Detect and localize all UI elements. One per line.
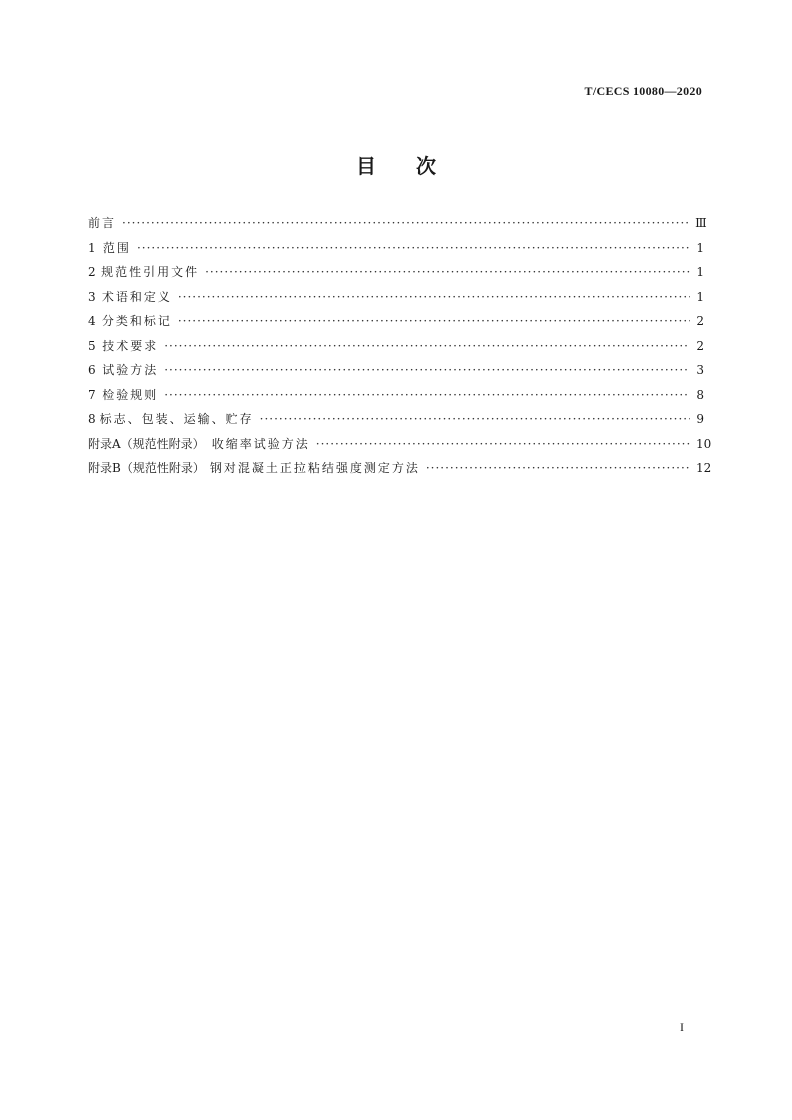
toc-leader-dots	[178, 314, 690, 328]
table-of-contents	[88, 214, 712, 484]
toc-entry-page: 1	[696, 289, 704, 304]
toc-entry-inspection-rules[interactable]	[88, 386, 704, 411]
toc-leader-dots	[164, 339, 690, 353]
page-title: 目次	[356, 154, 476, 178]
toc-entry-requirements[interactable]	[88, 337, 704, 362]
toc-entry-page: 3	[696, 363, 704, 377]
toc-entry-appendix-prefix: 附录A（规范性附录）	[88, 436, 205, 451]
toc-entry-page: 12	[696, 461, 712, 475]
toc-leader-dots	[260, 412, 690, 426]
toc-entry-number: 5	[88, 338, 96, 353]
toc-leader-dots	[426, 461, 690, 475]
toc-entry-number: 7	[88, 387, 96, 402]
page-number: I	[680, 1020, 684, 1034]
toc-entry-number: 4	[88, 314, 96, 328]
toc-entry-label: 分类和标记	[101, 314, 172, 328]
toc-entry-label: 范围	[102, 240, 131, 255]
document-code: T/CECS 10080—2020	[584, 84, 702, 98]
toc-entry-label: 收缩率试验方法	[211, 436, 310, 451]
toc-leader-dots	[164, 388, 690, 402]
toc-entry-foreword[interactable]	[88, 214, 707, 239]
toc-entry-number: 6	[88, 363, 96, 377]
toc-entry-label: 检验规则	[102, 387, 159, 402]
toc-entry-number: 2	[88, 265, 96, 279]
toc-entry-label: 规范性引用文件	[101, 265, 200, 279]
toc-entry-page: 10	[696, 436, 712, 451]
toc-leader-dots	[122, 216, 689, 230]
toc-entry-page: Ⅲ	[695, 216, 707, 230]
toc-entry-label: 试验方法	[102, 363, 159, 377]
toc-entry-label: 技术要求	[102, 338, 159, 353]
toc-entry-label: 前言	[88, 216, 117, 230]
toc-entry-number: 1	[88, 240, 96, 255]
toc-leader-dots	[137, 241, 690, 255]
toc-leader-dots	[316, 437, 690, 451]
toc-entry-number: 3	[88, 289, 96, 304]
toc-entry-page: 2	[696, 314, 704, 328]
toc-leader-dots	[178, 290, 690, 304]
toc-entry-label: 钢对混凝土正拉粘结强度测定方法	[209, 461, 420, 475]
toc-entry-label: 术语和定义	[101, 289, 172, 304]
toc-entry-page: 1	[696, 265, 704, 279]
toc-entry-scope[interactable]	[88, 239, 704, 264]
toc-entry-label: 标志、包装、运输、贮存	[99, 412, 254, 426]
toc-entry-page: 8	[696, 387, 704, 402]
toc-entry-appendix-b[interactable]	[88, 459, 712, 484]
toc-entry-page: 1	[696, 240, 704, 255]
toc-leader-dots	[164, 363, 690, 377]
toc-entry-appendix-a[interactable]	[88, 435, 712, 460]
toc-entry-terms-definitions[interactable]	[88, 288, 704, 313]
toc-entry-classification[interactable]	[88, 312, 704, 337]
toc-entry-test-methods[interactable]	[88, 361, 704, 386]
toc-entry-normative-references[interactable]	[88, 263, 704, 288]
toc-leader-dots	[205, 265, 690, 279]
toc-entry-appendix-prefix: 附录B（规范性附录）	[88, 461, 205, 475]
toc-entry-number: 8	[88, 412, 96, 426]
toc-entry-marking-packaging[interactable]	[88, 410, 704, 435]
toc-entry-page: 9	[696, 412, 704, 426]
toc-entry-page: 2	[696, 338, 704, 353]
